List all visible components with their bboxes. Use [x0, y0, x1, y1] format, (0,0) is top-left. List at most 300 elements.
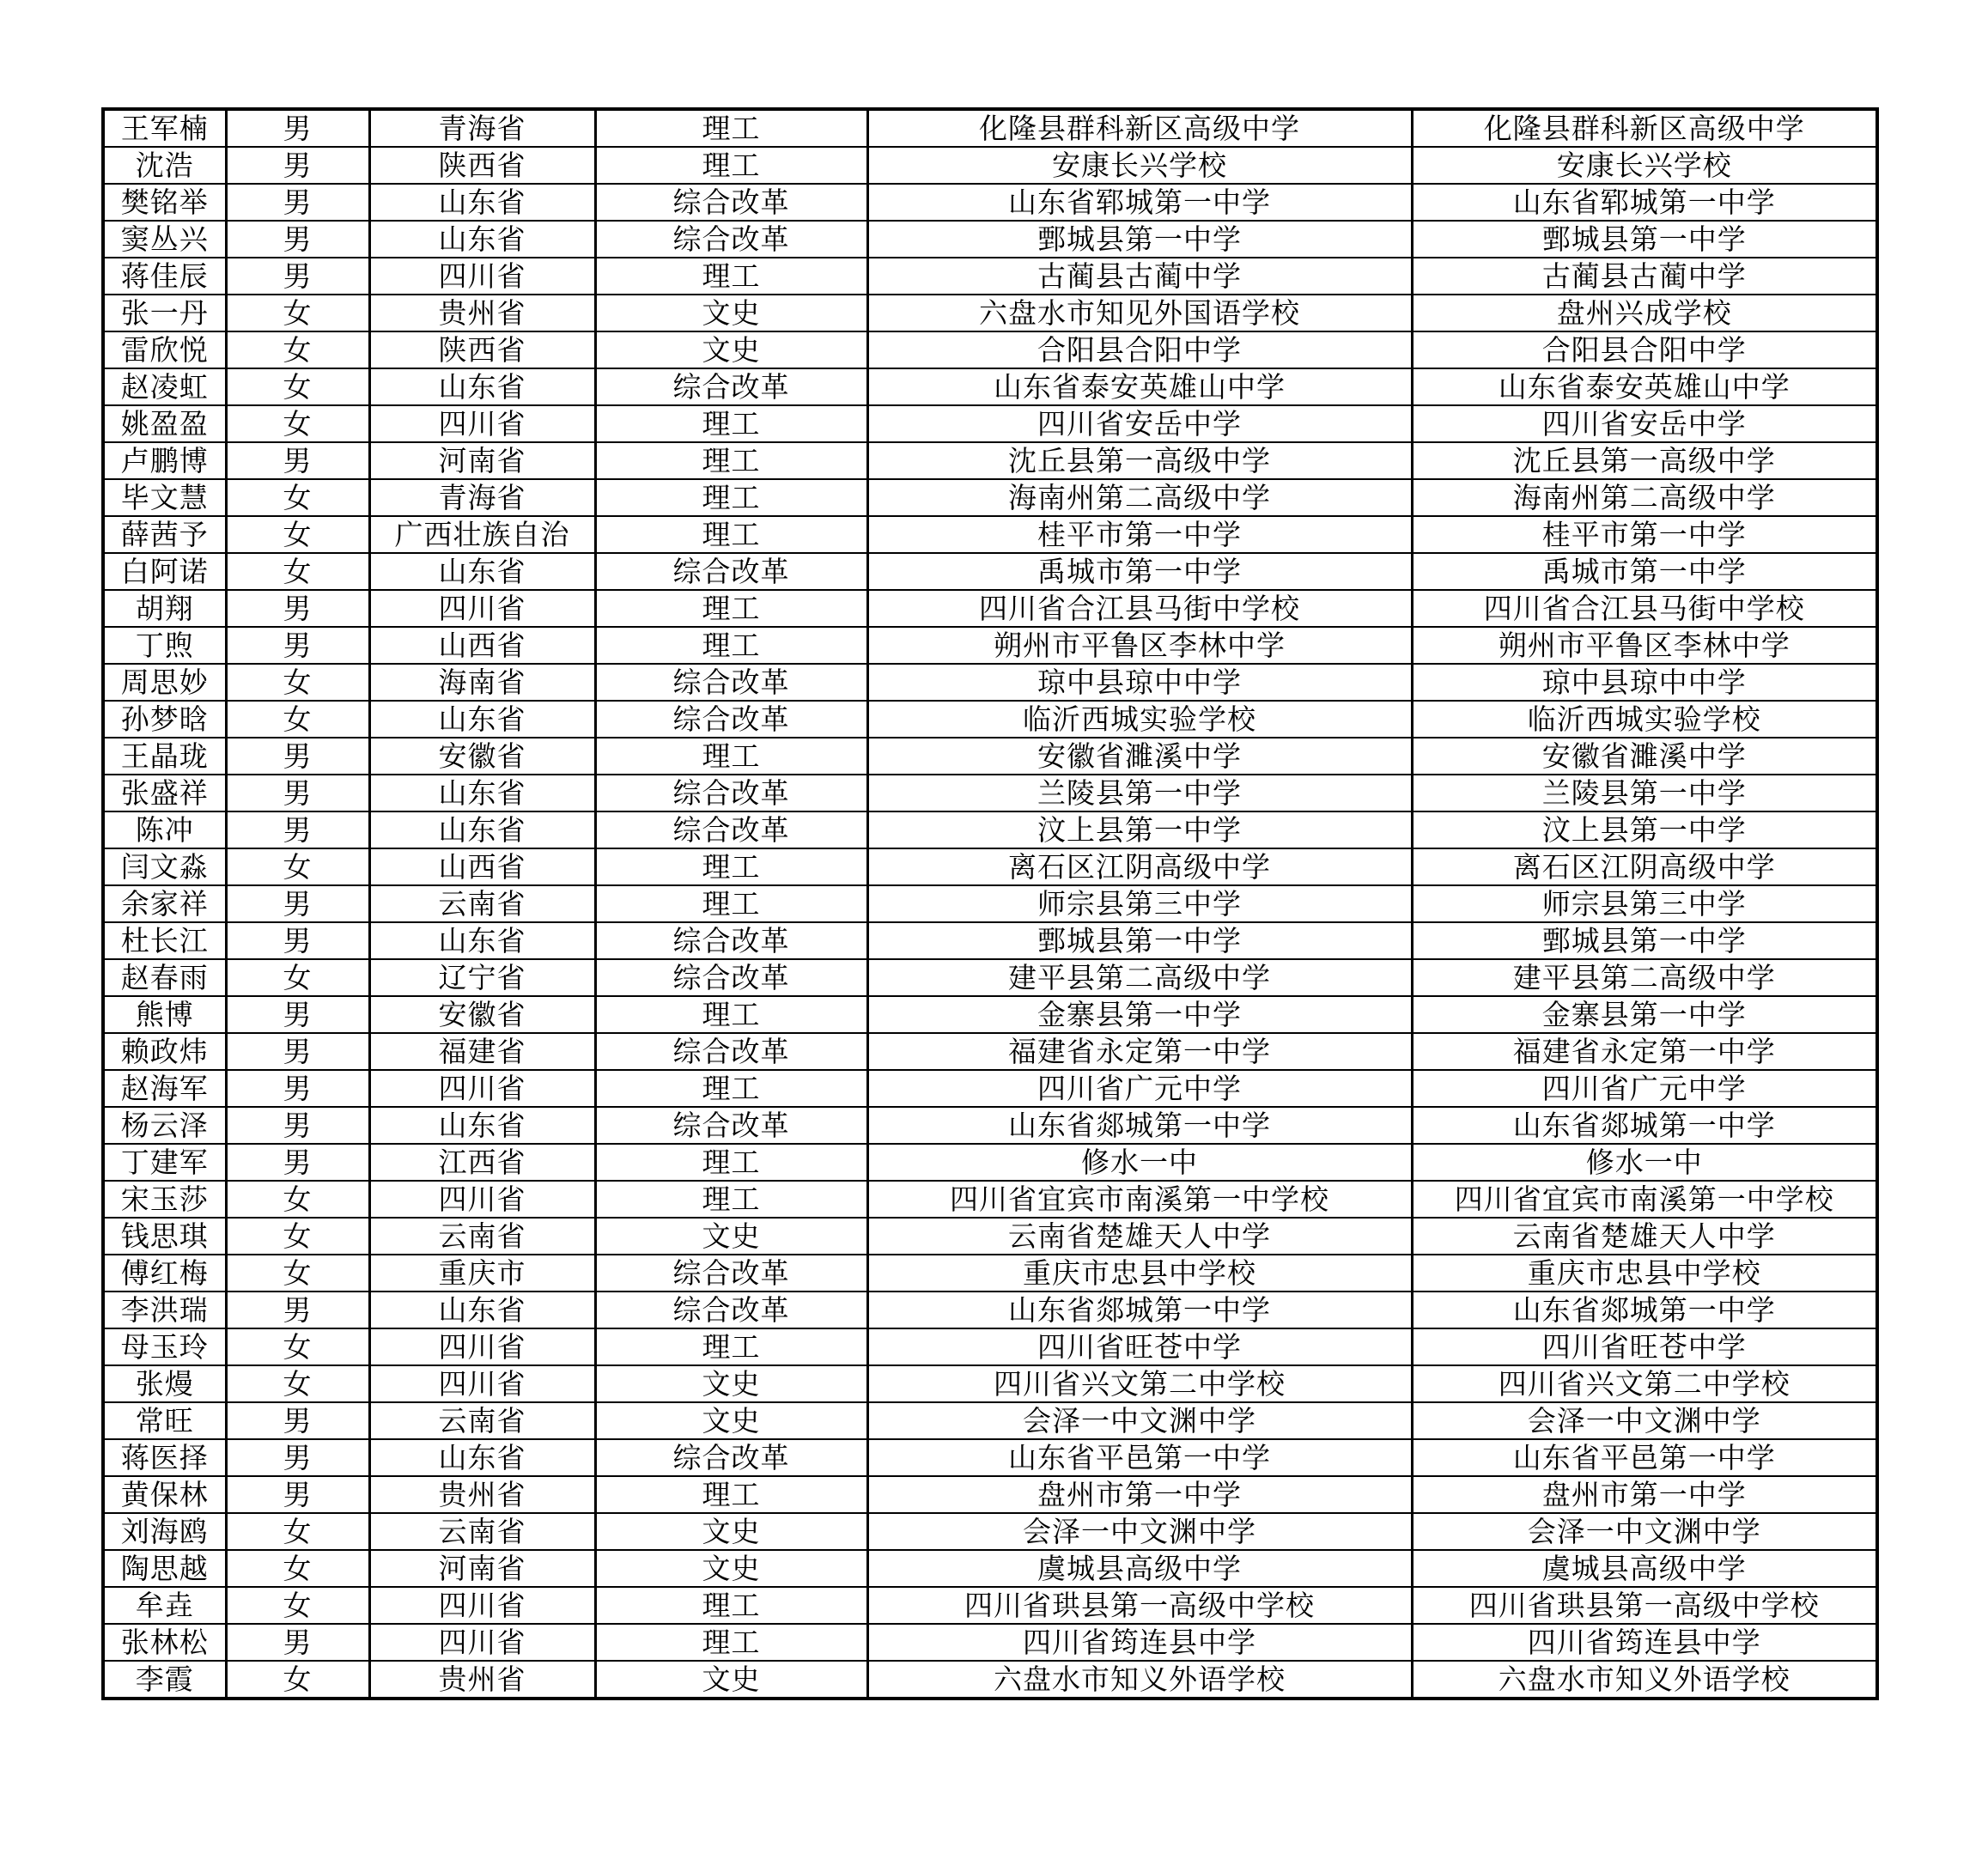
gender-cell: 女: [226, 1181, 369, 1218]
name-cell: 王晶珑: [103, 738, 226, 775]
name-cell: 蒋佳辰: [103, 258, 226, 295]
table-row: [103, 1550, 1877, 1587]
name-cell: 赖政炜: [103, 1033, 226, 1070]
name-cell: 赵春雨: [103, 959, 226, 996]
school-2-cell: 沈丘县第一高级中学: [1412, 442, 1877, 479]
category-cell: 理工: [595, 147, 867, 184]
school-2-cell: 离石区江阴高级中学: [1412, 848, 1877, 885]
province-cell: 陕西省: [369, 147, 595, 184]
table-row: [103, 147, 1877, 184]
gender-cell: 男: [226, 442, 369, 479]
school-cell: 山东省郓城第一中学: [867, 184, 1412, 221]
category-cell: 理工: [595, 516, 867, 553]
name-cell: 丁建军: [103, 1144, 226, 1181]
province-cell: 山东省: [369, 701, 595, 738]
table-row: [103, 1513, 1877, 1550]
category-cell: 综合改革: [595, 1439, 867, 1476]
school-cell: 建平县第二高级中学: [867, 959, 1412, 996]
gender-cell: 女: [226, 664, 369, 701]
table-row: [103, 1033, 1877, 1070]
name-cell: 张盛祥: [103, 775, 226, 811]
gender-cell: 男: [226, 147, 369, 184]
table-row: [103, 479, 1877, 516]
gender-cell: 女: [226, 1550, 369, 1587]
name-cell: 陈冲: [103, 811, 226, 848]
school-cell: 鄄城县第一中学: [867, 922, 1412, 959]
province-cell: 河南省: [369, 1550, 595, 1587]
table-row: [103, 922, 1877, 959]
gender-cell: 男: [226, 922, 369, 959]
name-cell: 钱思琪: [103, 1218, 226, 1255]
province-cell: 山东省: [369, 221, 595, 258]
gender-cell: 女: [226, 1328, 369, 1365]
table-row: [103, 1144, 1877, 1181]
category-cell: 文史: [595, 331, 867, 368]
name-cell: 陶思越: [103, 1550, 226, 1587]
school-2-cell: 海南州第二高级中学: [1412, 479, 1877, 516]
school-cell: 鄄城县第一中学: [867, 221, 1412, 258]
school-2-cell: 山东省泰安英雄山中学: [1412, 368, 1877, 405]
school-2-cell: 临沂西城实验学校: [1412, 701, 1877, 738]
name-cell: 薛茜予: [103, 516, 226, 553]
school-2-cell: 鄄城县第一中学: [1412, 922, 1877, 959]
category-cell: 理工: [595, 258, 867, 295]
school-cell: 盘州市第一中学: [867, 1476, 1412, 1513]
name-cell: 沈浩: [103, 147, 226, 184]
school-2-cell: 盘州兴成学校: [1412, 295, 1877, 331]
school-cell: 离石区江阴高级中学: [867, 848, 1412, 885]
table-row: [103, 959, 1877, 996]
school-cell: 安徽省濉溪中学: [867, 738, 1412, 775]
school-cell: 四川省兴文第二中学校: [867, 1365, 1412, 1402]
category-cell: 理工: [595, 109, 867, 147]
school-2-cell: 金寨县第一中学: [1412, 996, 1877, 1033]
school-2-cell: 虞城县高级中学: [1412, 1550, 1877, 1587]
category-cell: 综合改革: [595, 1255, 867, 1292]
table-row: [103, 184, 1877, 221]
gender-cell: 男: [226, 885, 369, 922]
name-cell: 杜长江: [103, 922, 226, 959]
category-cell: 理工: [595, 996, 867, 1033]
gender-cell: 男: [226, 738, 369, 775]
name-cell: 常旺: [103, 1402, 226, 1439]
school-cell: 会泽一中文渊中学: [867, 1513, 1412, 1550]
province-cell: 云南省: [369, 885, 595, 922]
roster-body: [103, 109, 1877, 1699]
school-cell: 四川省珙县第一高级中学校: [867, 1587, 1412, 1624]
gender-cell: 男: [226, 221, 369, 258]
table-row: [103, 1365, 1877, 1402]
name-cell: 刘海鸥: [103, 1513, 226, 1550]
table-row: [103, 109, 1877, 147]
school-cell: 四川省合江县马街中学校: [867, 590, 1412, 627]
school-cell: 四川省安岳中学: [867, 405, 1412, 442]
gender-cell: 男: [226, 258, 369, 295]
table-row: [103, 848, 1877, 885]
school-cell: 云南省楚雄天人中学: [867, 1218, 1412, 1255]
category-cell: 理工: [595, 1328, 867, 1365]
name-cell: 雷欣悦: [103, 331, 226, 368]
name-cell: 赵海军: [103, 1070, 226, 1107]
school-cell: 朔州市平鲁区李林中学: [867, 627, 1412, 664]
province-cell: 四川省: [369, 1624, 595, 1661]
school-cell: 临沂西城实验学校: [867, 701, 1412, 738]
category-cell: 理工: [595, 442, 867, 479]
school-2-cell: 六盘水市知义外语学校: [1412, 1661, 1877, 1699]
gender-cell: 男: [226, 811, 369, 848]
gender-cell: 男: [226, 590, 369, 627]
gender-cell: 女: [226, 848, 369, 885]
gender-cell: 女: [226, 1513, 369, 1550]
school-2-cell: 安徽省濉溪中学: [1412, 738, 1877, 775]
category-cell: 综合改革: [595, 922, 867, 959]
category-cell: 综合改革: [595, 184, 867, 221]
gender-cell: 女: [226, 479, 369, 516]
name-cell: 蒋医择: [103, 1439, 226, 1476]
category-cell: 理工: [595, 1624, 867, 1661]
category-cell: 理工: [595, 1070, 867, 1107]
school-cell: 汶上县第一中学: [867, 811, 1412, 848]
gender-cell: 男: [226, 775, 369, 811]
gender-cell: 女: [226, 295, 369, 331]
gender-cell: 女: [226, 516, 369, 553]
school-2-cell: 重庆市忠县中学校: [1412, 1255, 1877, 1292]
table-row: [103, 516, 1877, 553]
gender-cell: 男: [226, 184, 369, 221]
province-cell: 四川省: [369, 1365, 595, 1402]
name-cell: 熊博: [103, 996, 226, 1033]
province-cell: 山东省: [369, 184, 595, 221]
school-cell: 古蔺县古蔺中学: [867, 258, 1412, 295]
category-cell: 综合改革: [595, 553, 867, 590]
table-row: [103, 368, 1877, 405]
school-cell: 琼中县琼中中学: [867, 664, 1412, 701]
gender-cell: 女: [226, 1365, 369, 1402]
school-cell: 桂平市第一中学: [867, 516, 1412, 553]
name-cell: 傅红梅: [103, 1255, 226, 1292]
school-cell: 会泽一中文渊中学: [867, 1402, 1412, 1439]
province-cell: 重庆市: [369, 1255, 595, 1292]
province-cell: 山东省: [369, 1292, 595, 1328]
province-cell: 山西省: [369, 627, 595, 664]
province-cell: 福建省: [369, 1033, 595, 1070]
category-cell: 综合改革: [595, 368, 867, 405]
student-roster-table: [101, 107, 1879, 1700]
school-cell: 山东省平邑第一中学: [867, 1439, 1412, 1476]
category-cell: 文史: [595, 1365, 867, 1402]
gender-cell: 男: [226, 1476, 369, 1513]
category-cell: 理工: [595, 627, 867, 664]
province-cell: 贵州省: [369, 295, 595, 331]
gender-cell: 男: [226, 627, 369, 664]
table-row: [103, 996, 1877, 1033]
category-cell: 理工: [595, 885, 867, 922]
category-cell: 文史: [595, 295, 867, 331]
school-2-cell: 合阳县合阳中学: [1412, 331, 1877, 368]
table-row: [103, 627, 1877, 664]
school-2-cell: 山东省平邑第一中学: [1412, 1439, 1877, 1476]
table-row: [103, 1107, 1877, 1144]
category-cell: 综合改革: [595, 221, 867, 258]
school-cell: 合阳县合阳中学: [867, 331, 1412, 368]
name-cell: 赵凌虹: [103, 368, 226, 405]
category-cell: 综合改革: [595, 959, 867, 996]
name-cell: 樊铭举: [103, 184, 226, 221]
school-2-cell: 建平县第二高级中学: [1412, 959, 1877, 996]
category-cell: 理工: [595, 1476, 867, 1513]
table-row: [103, 221, 1877, 258]
province-cell: 青海省: [369, 479, 595, 516]
school-cell: 安康长兴学校: [867, 147, 1412, 184]
school-2-cell: 汶上县第一中学: [1412, 811, 1877, 848]
school-cell: 四川省旺苍中学: [867, 1328, 1412, 1365]
school-2-cell: 四川省广元中学: [1412, 1070, 1877, 1107]
table-row: [103, 1255, 1877, 1292]
province-cell: 四川省: [369, 1328, 595, 1365]
school-2-cell: 福建省永定第一中学: [1412, 1033, 1877, 1070]
school-2-cell: 朔州市平鲁区李林中学: [1412, 627, 1877, 664]
province-cell: 山东省: [369, 811, 595, 848]
gender-cell: 女: [226, 701, 369, 738]
province-cell: 山东省: [369, 922, 595, 959]
table-row: [103, 811, 1877, 848]
school-2-cell: 四川省安岳中学: [1412, 405, 1877, 442]
name-cell: 张熳: [103, 1365, 226, 1402]
school-2-cell: 会泽一中文渊中学: [1412, 1402, 1877, 1439]
table-row: [103, 775, 1877, 811]
category-cell: 文史: [595, 1402, 867, 1439]
name-cell: 李洪瑞: [103, 1292, 226, 1328]
gender-cell: 男: [226, 1624, 369, 1661]
category-cell: 理工: [595, 738, 867, 775]
school-cell: 六盘水市知见外国语学校: [867, 295, 1412, 331]
category-cell: 文史: [595, 1550, 867, 1587]
name-cell: 黄保林: [103, 1476, 226, 1513]
table-row: [103, 1624, 1877, 1661]
province-cell: 贵州省: [369, 1476, 595, 1513]
table-row: [103, 295, 1877, 331]
category-cell: 理工: [595, 405, 867, 442]
name-cell: 孙梦晗: [103, 701, 226, 738]
table-row: [103, 1476, 1877, 1513]
school-2-cell: 修水一中: [1412, 1144, 1877, 1181]
gender-cell: 女: [226, 1255, 369, 1292]
school-cell: 六盘水市知义外语学校: [867, 1661, 1412, 1699]
name-cell: 牟垚: [103, 1587, 226, 1624]
category-cell: 综合改革: [595, 811, 867, 848]
category-cell: 综合改革: [595, 1107, 867, 1144]
name-cell: 余家祥: [103, 885, 226, 922]
gender-cell: 男: [226, 109, 369, 147]
category-cell: 理工: [595, 1587, 867, 1624]
table-row: [103, 701, 1877, 738]
school-2-cell: 琼中县琼中中学: [1412, 664, 1877, 701]
province-cell: 安徽省: [369, 996, 595, 1033]
province-cell: 广西壮族自治: [369, 516, 595, 553]
table-row: [103, 664, 1877, 701]
school-2-cell: 安康长兴学校: [1412, 147, 1877, 184]
name-cell: 丁煦: [103, 627, 226, 664]
school-cell: 师宗县第三中学: [867, 885, 1412, 922]
school-2-cell: 禹城市第一中学: [1412, 553, 1877, 590]
gender-cell: 男: [226, 1070, 369, 1107]
school-2-cell: 师宗县第三中学: [1412, 885, 1877, 922]
gender-cell: 女: [226, 368, 369, 405]
table-row: [103, 1439, 1877, 1476]
table-row: [103, 1070, 1877, 1107]
school-2-cell: 四川省珙县第一高级中学校: [1412, 1587, 1877, 1624]
school-2-cell: 四川省合江县马街中学校: [1412, 590, 1877, 627]
category-cell: 综合改革: [595, 1292, 867, 1328]
province-cell: 山东省: [369, 775, 595, 811]
table-row: [103, 1292, 1877, 1328]
category-cell: 理工: [595, 479, 867, 516]
name-cell: 白阿诺: [103, 553, 226, 590]
school-cell: 海南州第二高级中学: [867, 479, 1412, 516]
gender-cell: 男: [226, 996, 369, 1033]
school-2-cell: 四川省筠连县中学: [1412, 1624, 1877, 1661]
table-row: [103, 738, 1877, 775]
category-cell: 理工: [595, 1144, 867, 1181]
school-cell: 禹城市第一中学: [867, 553, 1412, 590]
name-cell: 窦丛兴: [103, 221, 226, 258]
category-cell: 文史: [595, 1218, 867, 1255]
table-row: [103, 885, 1877, 922]
name-cell: 毕文慧: [103, 479, 226, 516]
gender-cell: 男: [226, 1033, 369, 1070]
name-cell: 姚盈盈: [103, 405, 226, 442]
gender-cell: 男: [226, 1439, 369, 1476]
province-cell: 四川省: [369, 405, 595, 442]
table-row: [103, 553, 1877, 590]
school-2-cell: 四川省宜宾市南溪第一中学校: [1412, 1181, 1877, 1218]
school-2-cell: 山东省郯城第一中学: [1412, 1292, 1877, 1328]
school-2-cell: 四川省旺苍中学: [1412, 1328, 1877, 1365]
gender-cell: 女: [226, 405, 369, 442]
gender-cell: 男: [226, 1402, 369, 1439]
province-cell: 四川省: [369, 590, 595, 627]
province-cell: 山东省: [369, 553, 595, 590]
category-cell: 综合改革: [595, 1033, 867, 1070]
school-2-cell: 兰陵县第一中学: [1412, 775, 1877, 811]
name-cell: 宋玉莎: [103, 1181, 226, 1218]
province-cell: 山东省: [369, 368, 595, 405]
school-2-cell: 四川省兴文第二中学校: [1412, 1365, 1877, 1402]
school-2-cell: 云南省楚雄天人中学: [1412, 1218, 1877, 1255]
table-row: [103, 442, 1877, 479]
name-cell: 张一丹: [103, 295, 226, 331]
school-2-cell: 桂平市第一中学: [1412, 516, 1877, 553]
name-cell: 张林松: [103, 1624, 226, 1661]
province-cell: 山西省: [369, 848, 595, 885]
category-cell: 文史: [595, 1513, 867, 1550]
category-cell: 综合改革: [595, 664, 867, 701]
gender-cell: 男: [226, 1144, 369, 1181]
school-cell: 山东省郯城第一中学: [867, 1107, 1412, 1144]
province-cell: 四川省: [369, 258, 595, 295]
category-cell: 理工: [595, 848, 867, 885]
category-cell: 理工: [595, 590, 867, 627]
school-cell: 四川省筠连县中学: [867, 1624, 1412, 1661]
school-2-cell: 山东省郯城第一中学: [1412, 1107, 1877, 1144]
school-2-cell: 会泽一中文渊中学: [1412, 1513, 1877, 1550]
school-cell: 化隆县群科新区高级中学: [867, 109, 1412, 147]
province-cell: 辽宁省: [369, 959, 595, 996]
school-cell: 山东省郯城第一中学: [867, 1292, 1412, 1328]
table-row: [103, 1661, 1877, 1699]
school-cell: 修水一中: [867, 1144, 1412, 1181]
gender-cell: 男: [226, 1107, 369, 1144]
table-row: [103, 1587, 1877, 1624]
school-cell: 四川省宜宾市南溪第一中学校: [867, 1181, 1412, 1218]
name-cell: 李霞: [103, 1661, 226, 1699]
school-cell: 福建省永定第一中学: [867, 1033, 1412, 1070]
school-cell: 山东省泰安英雄山中学: [867, 368, 1412, 405]
school-cell: 金寨县第一中学: [867, 996, 1412, 1033]
school-cell: 虞城县高级中学: [867, 1550, 1412, 1587]
province-cell: 海南省: [369, 664, 595, 701]
category-cell: 文史: [595, 1661, 867, 1699]
province-cell: 河南省: [369, 442, 595, 479]
category-cell: 综合改革: [595, 775, 867, 811]
table-row: [103, 331, 1877, 368]
gender-cell: 女: [226, 959, 369, 996]
school-cell: 四川省广元中学: [867, 1070, 1412, 1107]
school-2-cell: 山东省郓城第一中学: [1412, 184, 1877, 221]
province-cell: 云南省: [369, 1402, 595, 1439]
school-cell: 沈丘县第一高级中学: [867, 442, 1412, 479]
province-cell: 山东省: [369, 1107, 595, 1144]
province-cell: 云南省: [369, 1513, 595, 1550]
name-cell: 杨云泽: [103, 1107, 226, 1144]
gender-cell: 女: [226, 331, 369, 368]
gender-cell: 女: [226, 1587, 369, 1624]
table-row: [103, 1402, 1877, 1439]
school-2-cell: 古蔺县古蔺中学: [1412, 258, 1877, 295]
province-cell: 四川省: [369, 1070, 595, 1107]
table-row: [103, 1328, 1877, 1365]
name-cell: 胡翔: [103, 590, 226, 627]
province-cell: 江西省: [369, 1144, 595, 1181]
name-cell: 王军楠: [103, 109, 226, 147]
gender-cell: 女: [226, 1218, 369, 1255]
province-cell: 四川省: [369, 1181, 595, 1218]
province-cell: 贵州省: [369, 1661, 595, 1699]
table-row: [103, 1218, 1877, 1255]
province-cell: 安徽省: [369, 738, 595, 775]
name-cell: 闫文淼: [103, 848, 226, 885]
table-row: [103, 1181, 1877, 1218]
category-cell: 理工: [595, 1181, 867, 1218]
province-cell: 四川省: [369, 1587, 595, 1624]
gender-cell: 男: [226, 1292, 369, 1328]
province-cell: 山东省: [369, 1439, 595, 1476]
province-cell: 青海省: [369, 109, 595, 147]
gender-cell: 女: [226, 1661, 369, 1699]
gender-cell: 女: [226, 553, 369, 590]
province-cell: 云南省: [369, 1218, 595, 1255]
school-cell: 兰陵县第一中学: [867, 775, 1412, 811]
table-row: [103, 405, 1877, 442]
category-cell: 综合改革: [595, 701, 867, 738]
table-row: [103, 590, 1877, 627]
school-2-cell: 盘州市第一中学: [1412, 1476, 1877, 1513]
province-cell: 陕西省: [369, 331, 595, 368]
name-cell: 周思妙: [103, 664, 226, 701]
name-cell: 母玉玲: [103, 1328, 226, 1365]
name-cell: 卢鹏博: [103, 442, 226, 479]
table-row: [103, 258, 1877, 295]
